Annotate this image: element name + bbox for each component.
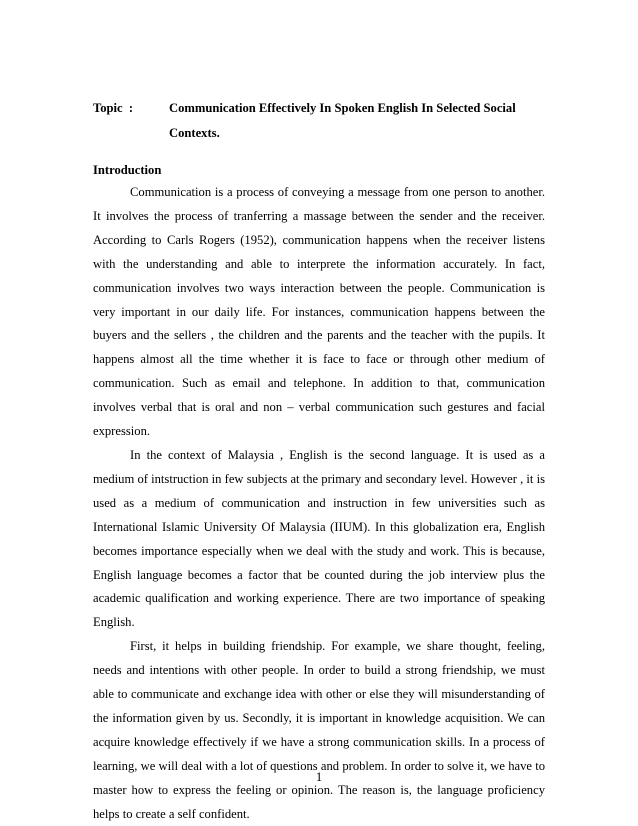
introduction-heading: Introduction bbox=[93, 163, 162, 177]
topic-title: Communication Effectively In Spoken English In Selected Social Contexts. bbox=[169, 101, 516, 140]
topic-label: Topic : bbox=[93, 101, 134, 115]
paragraph-1: Communication is a process of conveying a message from one person to another. It involves the process of tranferring a massage between the sender and the receiver. According to Carls Rogers (1952), communication happens when the receiver listens with the understanding and able to interprete the information accurately. In fact, communication involves two ways interaction between the people. Communication is very important in our daily life. For instances, communication happens between the buyers and the sellers , the children and the parents and the teacher with the pupils. It happens almost all the time whether it is face to face or through other medium of communication. Such as email and telephone. In addition to that, communication involves verbal that is oral and non – verbal communication such gestures and facial expression. bbox=[93, 185, 545, 439]
page-number: 1 bbox=[315, 770, 323, 784]
document-page bbox=[93, 96, 545, 826]
paragraph-2: In the context of Malaysia , English is the second language. It is used as a medium of intstruction in few subjects at the primary and secondary level. However , it is used as a medium of communication and instruction in few universities such as International Islamic University Of Malaysia (IIUM). In this globalization era, English becomes importance especially when we deal with the study and work. This is because, English language becomes a factor that be counted during the job interview plus the academic qualification and working experience. There are two importance of speaking English. bbox=[93, 447, 545, 630]
topic-row bbox=[93, 96, 545, 146]
paragraph-3: First, it helps in building friendship. For example, we share thought, feeling, needs and intentions with other people. In order to build a strong friendship, we must able to communicate and exchange idea with other or else they will misunderstanding of the information given by us. Secondly, it is important in knowledge acquisition. We can acquire knowledge effectively if we have a strong communication skills. In a process of learning, we will deal with a lot of questions and problem. In order to solve it, we have to master how to express the feeling or opinion. The reason is, the language proficiency helps to create a self confident. bbox=[93, 639, 545, 821]
